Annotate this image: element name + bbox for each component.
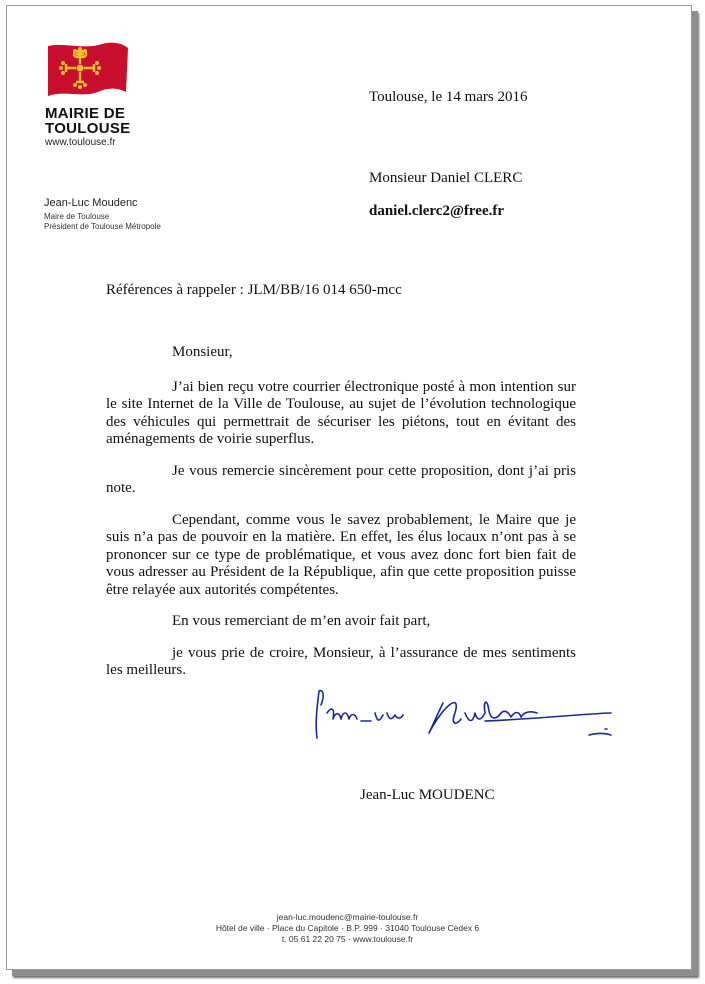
salutation: Monsieur, xyxy=(172,344,233,360)
body-paragraph-1: J’ai bien reçu votre courrier électronique posté à mon intention sur le site Internet de la Ville de Toulouse, au sujet de l’évolution technologique des véhicules qui permettrait de sécuriser les piétons, tout en évitant des aménagements de voirie superflus. xyxy=(106,378,576,447)
brand-line-2: TOULOUSE xyxy=(45,120,131,137)
footer-address: Hôtel de ville · Place du Capitole · B.P. 999 · 31040 Toulouse Cedex 6 xyxy=(215,923,480,933)
recipient-name: Monsieur Daniel CLERC xyxy=(369,170,523,186)
recipient-email: daniel.clerc2@free.fr xyxy=(369,203,505,219)
letter-body xyxy=(106,344,576,680)
body-paragraph-3: Cependant, comme vous le savez probablement, le Maire que je suis n’a pas de pouvoir en la matière. En effet, les élus locaux n’ont pas à se prononcer sur ce type de problématique, et vous avez donc fort bien fait de vous adresser au Président de la République, afin que cette proposition puisse être relayée aux autorités compétentes. xyxy=(106,511,576,598)
closing-paragraph: je vous prie de croire, Monsieur, à l’assurance de mes sentiments les meilleurs. xyxy=(106,644,576,678)
sender-name: Jean-Luc Moudenc xyxy=(44,197,138,209)
sender-titles xyxy=(44,212,161,232)
sender-title-1: Maire de Toulouse xyxy=(44,212,110,221)
toulouse-cross-flag-logo xyxy=(44,40,130,102)
footer-email: jean-luc.moudenc@mairie-toulouse.fr xyxy=(276,912,419,922)
signatory-name: Jean-Luc MOUDENC xyxy=(360,787,495,803)
handwritten-signature xyxy=(305,683,625,753)
brand-website: www.toulouse.fr xyxy=(45,137,116,148)
references-line: Références à rappeler : JLM/BB/16 014 650-mcc xyxy=(106,282,402,298)
footer-phone-web: t. 05 61 22 20 75 · www.toulouse.fr xyxy=(281,934,414,944)
footer-contact xyxy=(0,912,695,945)
brand-line-1: MAIRIE DE xyxy=(45,105,126,122)
body-paragraph-2: Je vous remercie sincèrement pour cette proposition, dont j’ai pris note. xyxy=(106,462,576,496)
date-line: Toulouse, le 14 mars 2016 xyxy=(369,89,528,105)
sender-title-2: Président de Toulouse Métropole xyxy=(44,222,161,231)
body-paragraph-4: En vous remerciant de m’en avoir fait part, xyxy=(172,613,431,629)
